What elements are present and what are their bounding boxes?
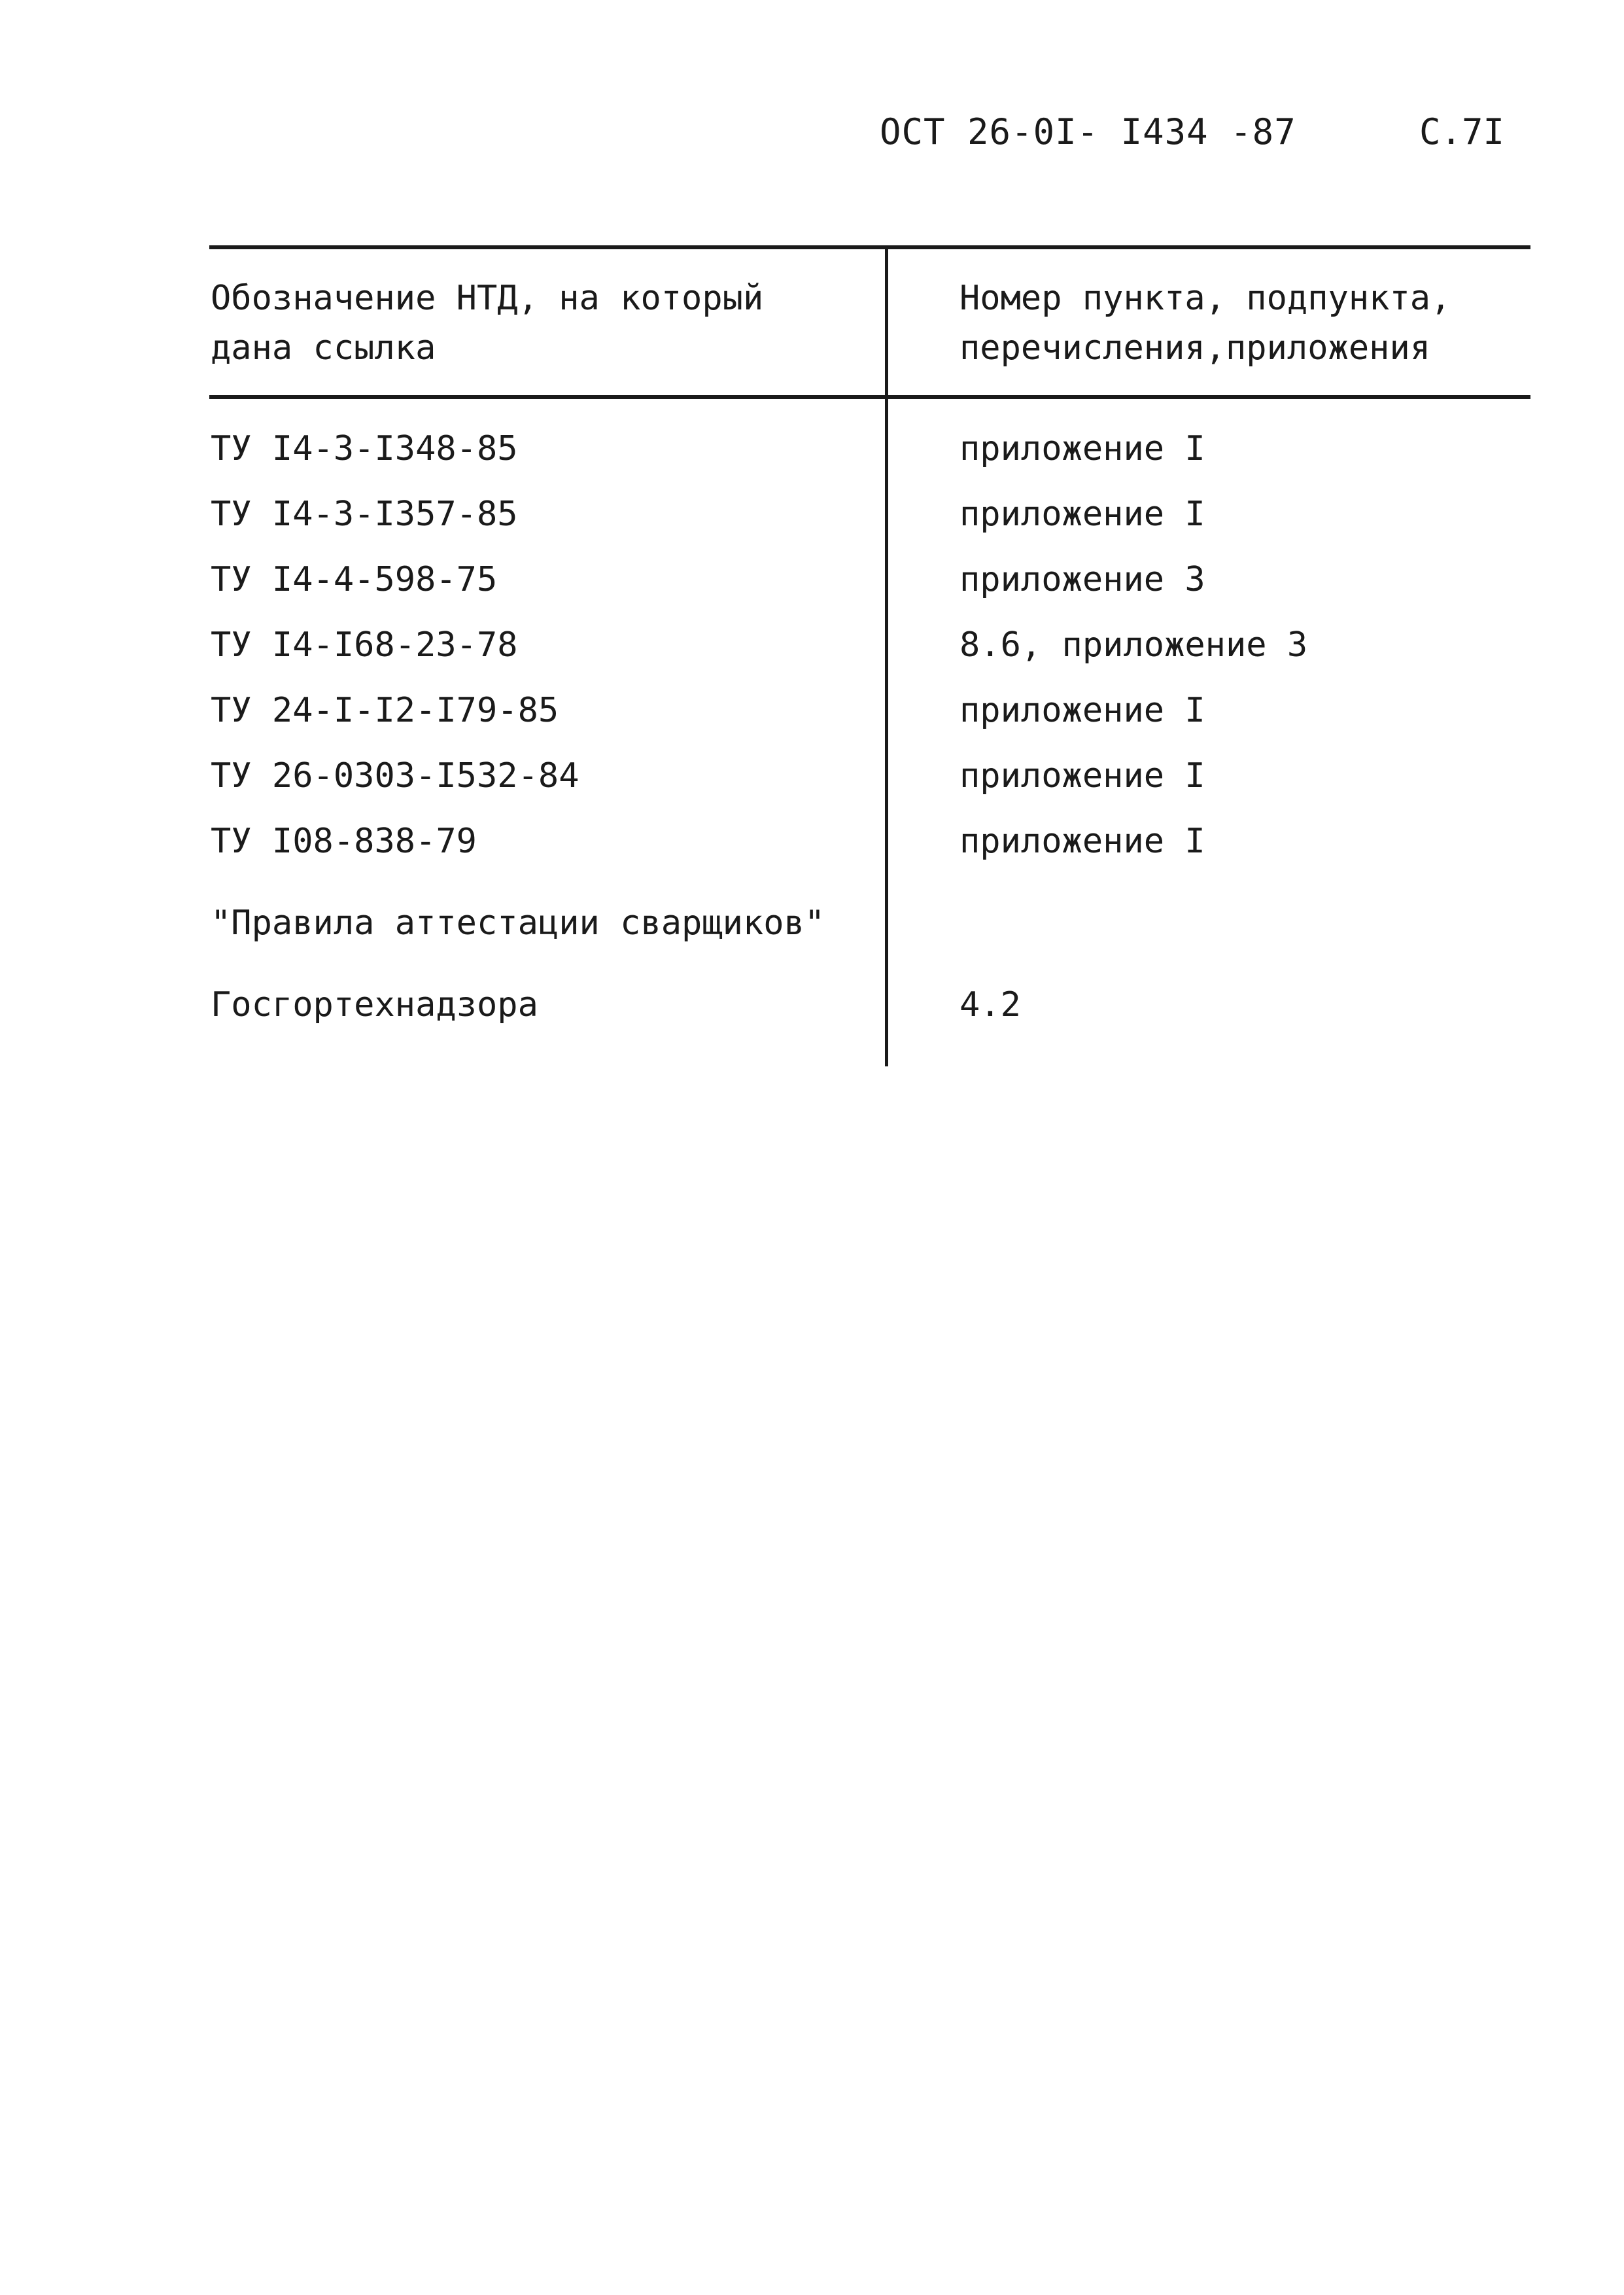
row-designation: ТУ 26-0303-I532-84 xyxy=(211,756,579,796)
column-header-line: Номер пункта, подпункта, xyxy=(959,279,1451,318)
row-designation: ТУ I4-3-I348-85 xyxy=(211,429,518,468)
row-reference: приложение I xyxy=(959,495,1205,534)
column-header-designation xyxy=(211,273,763,373)
row-designation: ТУ I4-4-598-75 xyxy=(211,560,498,599)
table-column-divider xyxy=(885,247,888,1066)
row-reference: приложение 3 xyxy=(959,560,1205,599)
row-designation: Госгортехнадзора xyxy=(211,985,538,1025)
table-top-rule xyxy=(209,245,1530,249)
page-number: С.7I xyxy=(1419,111,1505,152)
row-designation: ТУ I4-3-I357-85 xyxy=(211,495,518,534)
row-reference: 4.2 xyxy=(959,985,1021,1025)
row-designation: ТУ I08-838-79 xyxy=(211,822,477,861)
document-code: ОСТ 26-0I- I434 -87 xyxy=(880,111,1296,152)
row-reference: приложение I xyxy=(959,756,1205,796)
row-designation: ТУ I4-I68-23-78 xyxy=(211,625,518,665)
column-header-line: дана ссылка xyxy=(211,328,436,368)
row-reference: приложение I xyxy=(959,691,1205,730)
row-designation: ТУ 24-I-I2-I79-85 xyxy=(211,691,559,730)
row-reference: приложение I xyxy=(959,822,1205,861)
column-header-reference xyxy=(959,273,1451,373)
row-designation: "Правила аттестации сварщиков" xyxy=(211,903,825,943)
page-header xyxy=(0,0,1624,196)
row-reference: приложение I xyxy=(959,429,1205,468)
table-header-rule xyxy=(209,395,1530,399)
row-reference: 8.6, приложение 3 xyxy=(959,625,1308,665)
column-header-line: Обозначение НТД, на который xyxy=(211,279,764,318)
column-header-line: перечисления,приложения xyxy=(959,328,1431,368)
